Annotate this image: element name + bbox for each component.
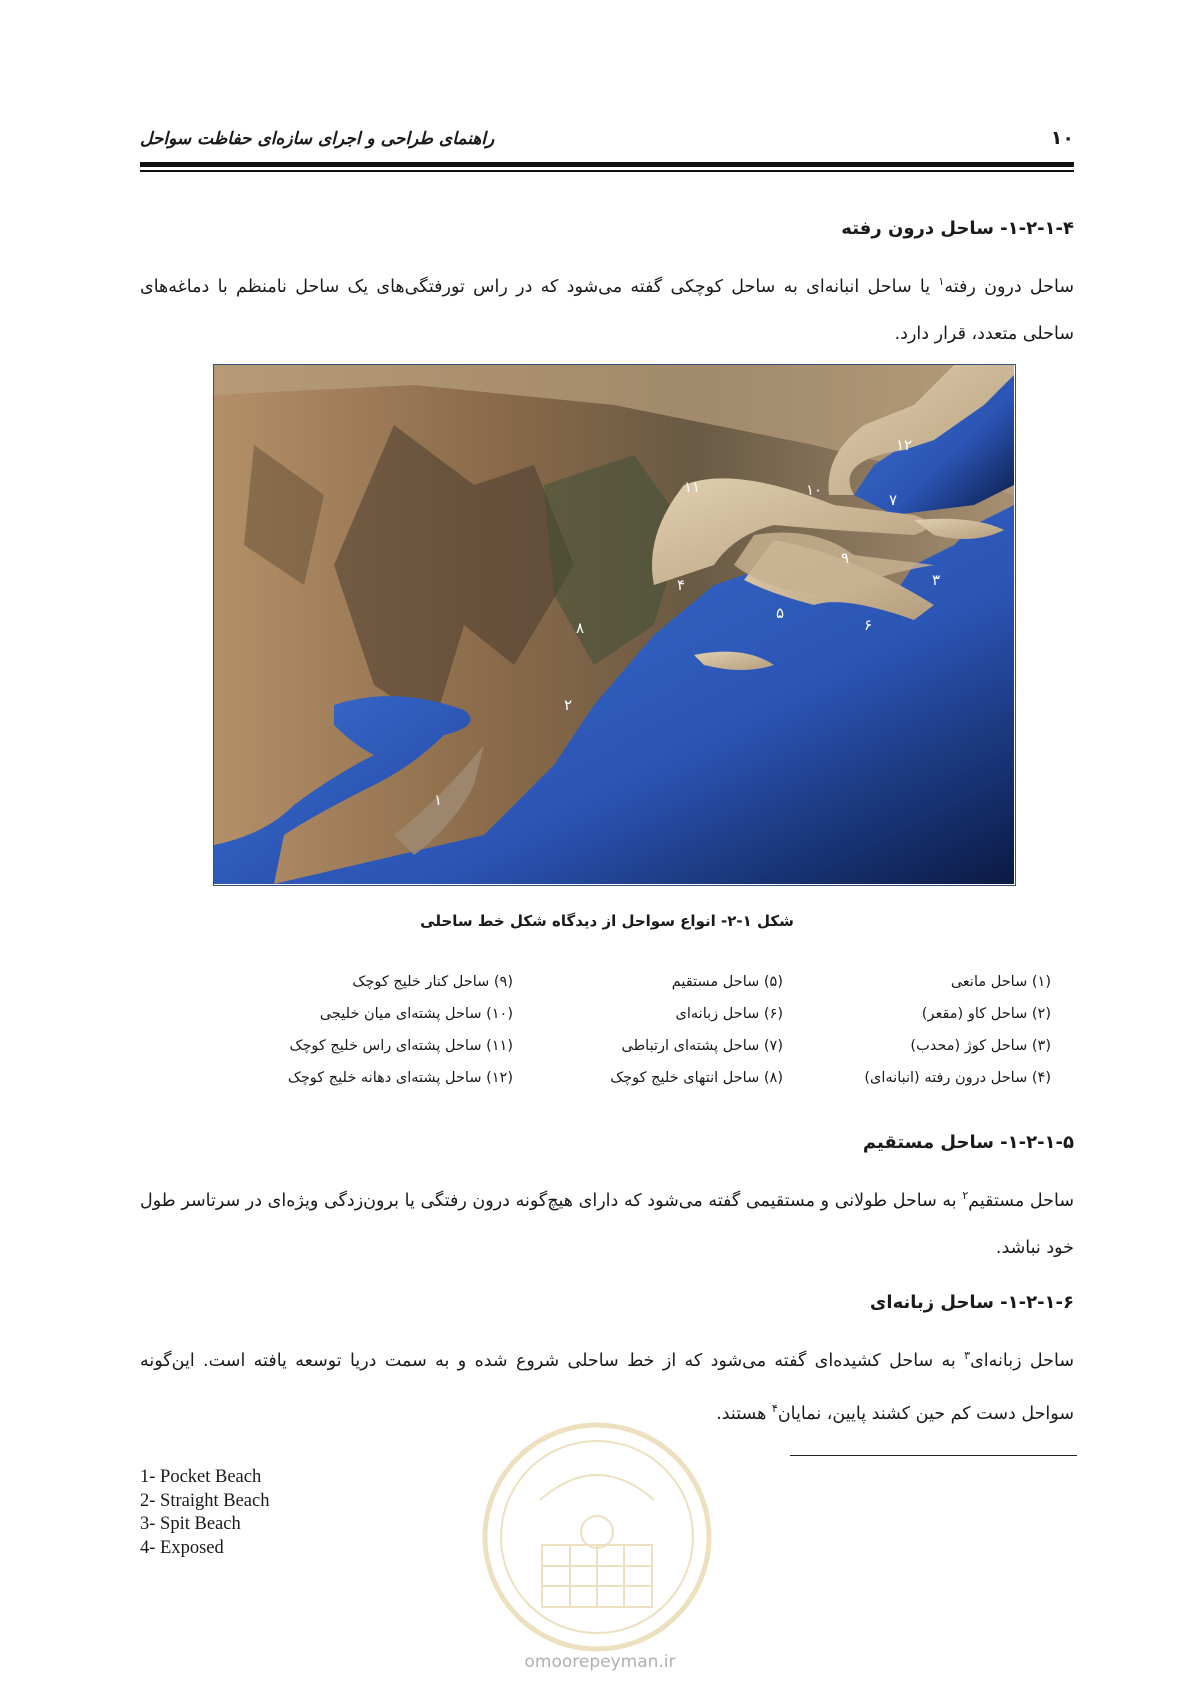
legend-item: (۹) ساحل کنار خلیج کوچک	[352, 974, 513, 990]
section-heading-straight-beach: ۱-۲-۱-۵- ساحل مستقیم	[862, 1132, 1074, 1153]
legend-item: (۳) ساحل کوژ (محدب)	[910, 1038, 1051, 1054]
label-12: ۱۲	[896, 436, 913, 454]
legend-item: (۲) ساحل کاو (مقعر)	[921, 1006, 1051, 1022]
figure-legend-col1	[864, 966, 1051, 1094]
footnote-1: 1- Pocket Beach	[140, 1467, 262, 1487]
label-8: ۸	[576, 619, 585, 637]
legend-item: (۱۲) ساحل پشته‌ای دهانه خلیج کوچک	[287, 1070, 513, 1086]
legend-item: (۷) ساحل پشته‌ای ارتباطی	[621, 1038, 783, 1054]
paragraph-spit-beach: ساحل زبانه‌ای$^۳$ به ساحل کشیده‌ای گفته می‌شود که از خط ساحلی شروع شده و به سمت دریا توسعه یافته است. این‌گونه سواحل دست کم حین کشند پایین، نمایان$^۴$ هستند.	[140, 1349, 1074, 1424]
label-4: ۴	[677, 576, 686, 594]
watermark-seal-icon	[480, 1420, 714, 1654]
legend-item: (۸) ساحل انتهای خلیج کوچک	[610, 1070, 783, 1086]
footnote-2: 2- Straight Beach	[140, 1490, 270, 1511]
page-number: ۱۰	[1050, 127, 1074, 149]
label-7: ۷	[889, 491, 898, 509]
label-5: ۵	[776, 604, 785, 622]
label-2: ۲	[564, 696, 573, 714]
coast-map	[214, 365, 1014, 884]
footnote-ref: ۴	[771, 1401, 778, 1415]
legend-item: (۱۱) ساحل پشته‌ای راس خلیج کوچک	[289, 1038, 513, 1054]
footnote-rule	[790, 1455, 1077, 1456]
legend-item: (۶) ساحل زبانه‌ای	[675, 1006, 783, 1022]
label-6: ۶	[864, 616, 873, 634]
running-title: راهنمای طراحی و اجرای سازه‌ای حفاظت سواحل	[140, 129, 495, 149]
footnotes	[140, 1466, 269, 1560]
label-9: ۹	[841, 549, 850, 567]
section-heading-pocket-beach: ۱-۲-۱-۴- ساحل درون رفته	[841, 218, 1074, 239]
label-3: ۳	[932, 571, 941, 589]
page-header	[140, 125, 1074, 157]
header-rule-thin	[140, 170, 1074, 172]
footnote-3: 3- Spit Beach	[140, 1514, 241, 1534]
coastline-types-figure	[213, 364, 1016, 886]
legend-item: (۴) ساحل درون رفته (انبانه‌ای)	[864, 1070, 1051, 1086]
figure-caption: شکل ۱-۲- انواع سواحل از دیدگاه شکل خط ساحلی	[420, 912, 794, 930]
label-1: ۱	[434, 791, 443, 809]
paragraph-straight-beach: ساحل مستقیم$^۲$ به ساحل طولانی و مستقیمی گفته می‌شود که دارای هیچ‌گونه درون رفتگی یا برون‌زدگی ویژه‌ای در سرتاسر طول خود نباشد.	[140, 1189, 1074, 1258]
paragraph-pocket-beach: ساحل درون رفته$^۱$ یا ساحل انبانه‌ای به ساحل کوچکی گفته می‌شود که در راس تورفتگی‌های یک ساحل نامنظم با دماغه‌های ساحلی متعدد، قرار دارد.	[140, 275, 1074, 344]
legend-item: (۵) ساحل مستقیم	[671, 974, 783, 990]
footnote-ref: ۱	[938, 275, 945, 288]
footnote-4: 4- Exposed	[140, 1537, 224, 1558]
section-heading-spit-beach: ۱-۲-۱-۶- ساحل زبانه‌ای	[869, 1292, 1074, 1313]
header-rule-thick	[140, 162, 1074, 167]
figure-legend-col3	[288, 966, 513, 1094]
legend-item: (۱۰) ساحل پشته‌ای میان خلیجی	[319, 1006, 513, 1022]
watermark-text: omoorepeyman.ir	[524, 1652, 676, 1672]
label-11: ۱۱	[684, 478, 701, 496]
figure-legend-col2	[610, 966, 783, 1094]
label-10: ۱۰	[806, 481, 823, 499]
footnote-ref: ۲	[962, 1189, 969, 1202]
legend-item: (۱) ساحل مانعی	[950, 974, 1051, 990]
footnote-ref: ۳	[964, 1349, 971, 1362]
